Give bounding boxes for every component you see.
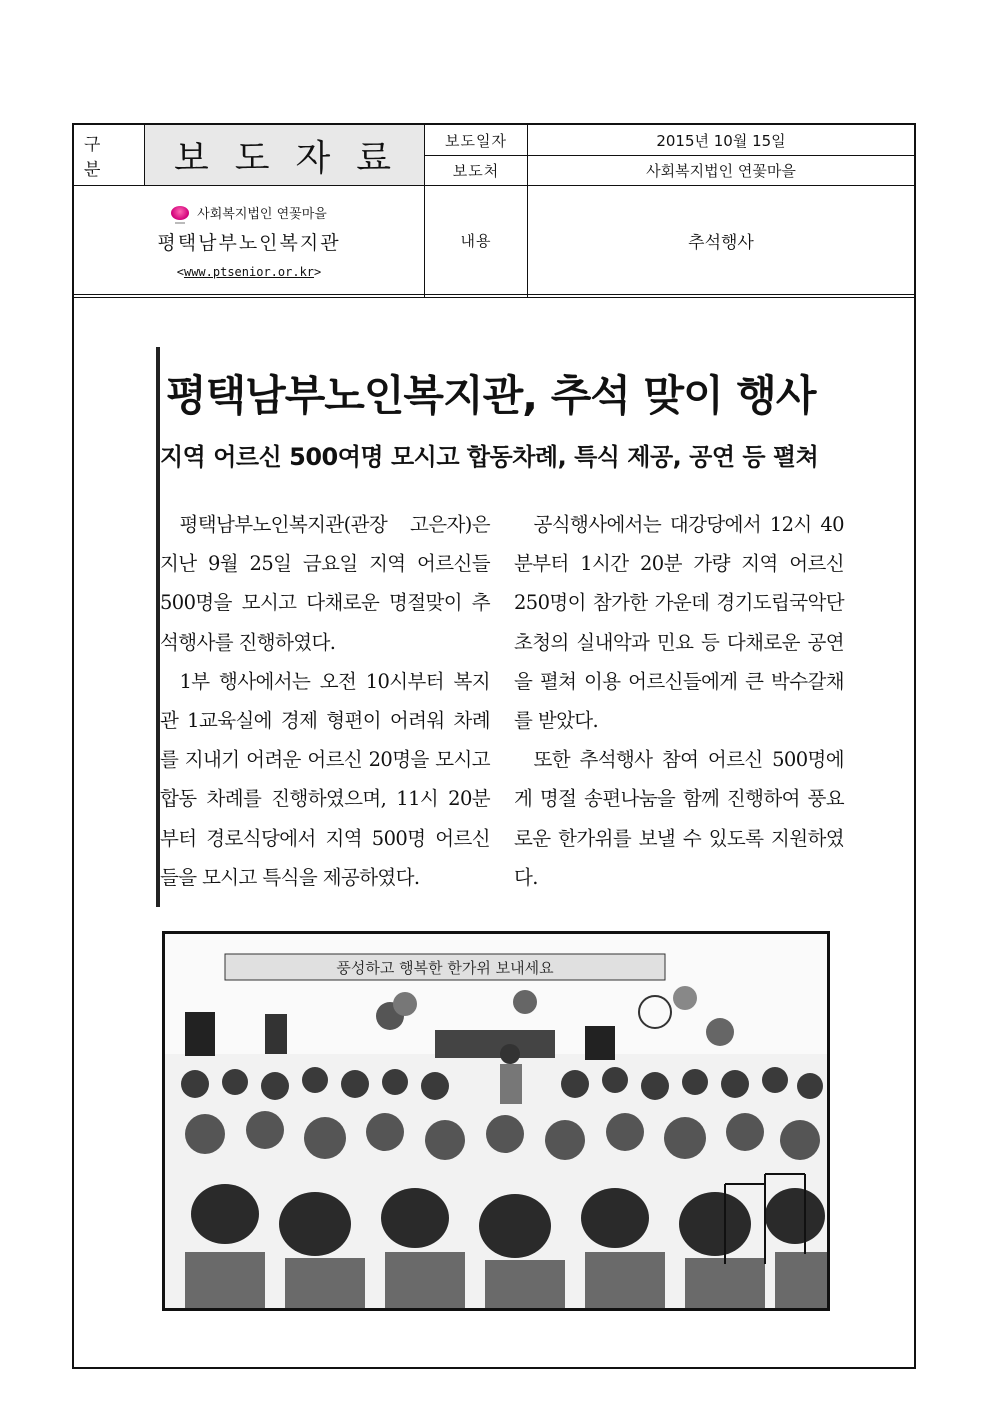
press-release-frame — [72, 123, 916, 1369]
organization-block — [74, 186, 424, 296]
website-link[interactable]: www.ptsenior.or.kr — [183, 265, 315, 279]
article-paragraph: 1부 행사에서는 오전 10시부터 복지관 1교육실에 경제 형편이 어려워 차례를 지내기 어려운 어르신 20명을 모시고 합동 차례를 진행하였으며, 11시 20분부터 경로식당에서 지역 500명 어르신들을 모시고 특식을 제공하였다. — [160, 669, 490, 889]
article-subheadline: 지역 어르신 500여명 모시고 합동차례, 특식 제공, 공연 등 펼쳐 — [160, 443, 819, 471]
doc-type-title: 보도자료 — [145, 125, 424, 185]
article-paragraph: 또한 추석행사 참여 어르신 500명에게 명절 송편나눔을 함께 진행하여 풍요로운 한가위를 보낼 수 있도록 지원하였다. — [514, 748, 844, 889]
article-column-left — [160, 505, 490, 897]
source-value: 사회복지법인 연꽃마을 — [646, 162, 796, 180]
event-photo-illustration — [165, 934, 827, 1308]
article-column-right — [514, 505, 844, 897]
content-value: 추석행사 — [688, 232, 754, 253]
article-paragraph: 공식행사에서는 대강당에서 12시 40분부터 1시간 20분 가량 지역 어르신 250명이 참가한 가운데 경기도립국악단 초청의 실내악과 민요 등 다채로운 공연을 펼쳐 이용 어르신들에게 큰 박수갈채를 받았다. — [514, 513, 844, 733]
source-label: 보도처 — [452, 162, 500, 180]
photo-banner-text: 풍성하고 행복한 한가위 보내세요 — [336, 959, 554, 977]
organization-url: <www.ptsenior.or.kr> — [176, 265, 322, 279]
organization-name: 평택남부노인복지관 — [157, 232, 341, 254]
content-label: 내용 — [460, 231, 492, 250]
header-table — [74, 125, 914, 297]
date-label: 보도일자 — [445, 131, 507, 150]
article-headline: 평택남부노인복지관, 추석 맞이 행사 — [166, 371, 816, 420]
parent-organization: 사회복지법인 연꽃마을 — [197, 207, 327, 222]
date-value: 2015년 10월 15일 — [656, 131, 786, 150]
lotus-logo-icon — [171, 206, 189, 220]
event-photo — [162, 931, 830, 1311]
category-label: 구 분 — [84, 135, 115, 180]
article-paragraph: 평택남부노인복지관(관장 고은자)은 지난 9월 25일 금요일 지역 어르신들 500명을 모시고 다채로운 명절맞이 추석행사를 진행하였다. — [160, 513, 490, 654]
